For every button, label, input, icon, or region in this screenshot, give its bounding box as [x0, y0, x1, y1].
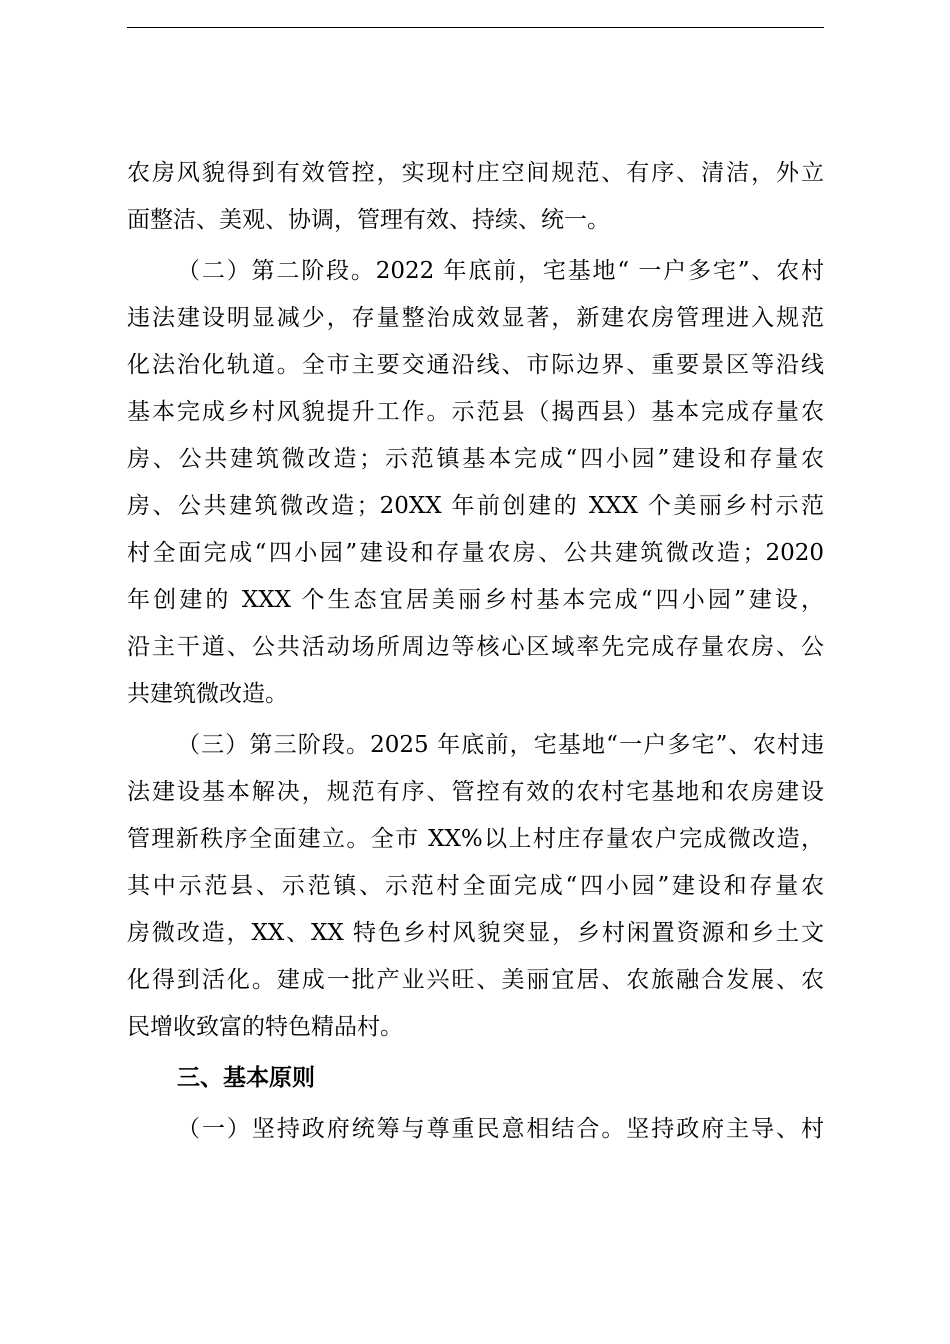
text-line: 管理新秩序全面建立。全市 XX%以上村庄存量农户完成微改造，: [127, 826, 824, 852]
text-line: 其中示范县、示范镇、示范村全面完成“四小园”建设和存量农: [127, 873, 824, 899]
text-line: 违法建设明显减少，存量整治成效显著，新建农房管理进入规范: [127, 305, 824, 331]
paragraph-stage-two: [127, 248, 824, 718]
text-line: 村全面完成“四小园”建设和存量农房、公共建筑微改造；2020: [127, 540, 824, 566]
text-line: 化得到活化。建成一批产业兴旺、美丽宜居、农旅融合发展、农: [127, 967, 824, 993]
text-line: 沿主干道、公共活动场所周边等核心区域率先完成存量农房、公: [127, 634, 824, 660]
document-body: [127, 150, 824, 1153]
header-rule: [127, 27, 824, 28]
text-line: 房、公共建筑微改造；20XX 年前创建的 XXX 个美丽乡村示范: [127, 493, 824, 519]
text-line: 法建设基本解决，规范有序、管控有效的农村宅基地和农房建设: [127, 779, 824, 805]
text-line: 共建筑微改造。: [127, 681, 288, 707]
text-line: 化法治化轨道。全市主要交通沿线、市际边界、重要景区等沿线: [127, 352, 824, 378]
text-line: （一）坚持政府统筹与尊重民意相结合。坚持政府主导、村: [177, 1116, 824, 1142]
text-line: 房微改造，XX、XX 特色乡村风貌突显，乡村闲置资源和乡土文: [127, 920, 824, 946]
text-line: 农房风貌得到有效管控，实现村庄空间规范、有序、清洁，外立: [127, 160, 824, 186]
text-line: 房、公共建筑微改造；示范镇基本完成“四小园”建设和存量农: [127, 446, 824, 472]
section-heading-basic-principles: 三、基本原则: [177, 1065, 315, 1091]
text-line: （二）第二阶段。2022 年底前，宅基地“ 一户多宅”、农村: [177, 258, 824, 284]
text-line: （三）第三阶段。2025 年底前，宅基地“一户多宅”、农村违: [177, 732, 824, 758]
text-line: 基本完成乡村风貌提升工作。示范县（揭西县）基本完成存量农: [127, 399, 824, 425]
paragraph-stage-three: [127, 722, 824, 1051]
text-line: 年创建的 XXX 个生态宜居美丽乡村基本完成“四小园”建设，: [127, 587, 824, 613]
text-line: 民增收致富的特色精品村。: [127, 1014, 403, 1040]
paragraph-farmhouse-appearance: [127, 150, 824, 244]
text-line: 面整洁、美观、协调，管理有效、持续、统一。: [127, 207, 610, 233]
